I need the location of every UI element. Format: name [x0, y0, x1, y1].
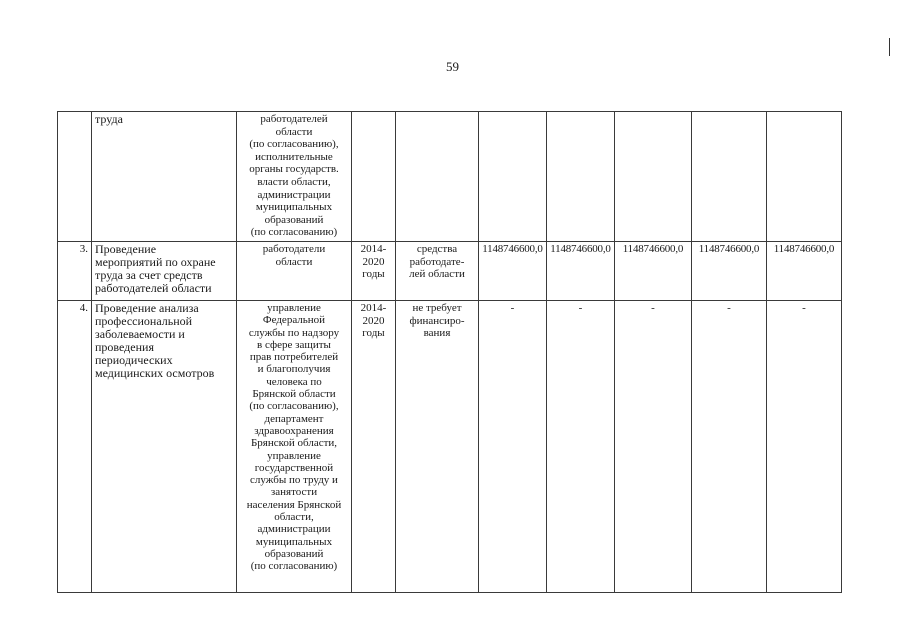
- activity-name: труда: [92, 112, 237, 242]
- plan-table: [57, 111, 842, 593]
- amount-cell: [692, 112, 767, 242]
- amount-cell: -: [767, 301, 842, 593]
- funding-source: не требует финансиро- вания: [396, 301, 479, 593]
- table-row: [58, 242, 842, 301]
- amount-cell: [547, 112, 615, 242]
- row-number: 4.: [58, 301, 92, 593]
- amount-cell: [479, 112, 547, 242]
- amount-cell: [767, 112, 842, 242]
- amount-cell: -: [615, 301, 692, 593]
- row-number: 3.: [58, 242, 92, 301]
- amount-cell: 1148746600,0: [767, 242, 842, 301]
- amount-cell: -: [479, 301, 547, 593]
- amount-cell: 1148746600,0: [615, 242, 692, 301]
- funding-source: средства работодате- лей области: [396, 242, 479, 301]
- amount-cell: -: [547, 301, 615, 593]
- period: [352, 112, 396, 242]
- executor: работодателей области (по согласованию), исполнительные органы государств. власти области, администрации муниципальных образований (по согласованию): [237, 112, 352, 242]
- activity-name: Проведение мероприятий по охране труда за счет средств работодателей области: [92, 242, 237, 301]
- funding-source: [396, 112, 479, 242]
- row-number: [58, 112, 92, 242]
- amount-cell: 1148746600,0: [692, 242, 767, 301]
- scan-edge-mark: [889, 38, 890, 56]
- executor: работодатели области: [237, 242, 352, 301]
- amount-cell: [615, 112, 692, 242]
- executor: управление Федеральной службы по надзору в сфере защиты прав потребителей и благополучия человека по Брянской области (по согласованию), департамент здравоохранения Брянской области, управление государственной службы по труду и занятости населения Брянской области, администрации муниципальных образований (по согласованию): [237, 301, 352, 593]
- page-number: 59: [446, 59, 459, 74]
- activity-name: Проведение анализа профессиональной заболеваемости и проведения периодических медицинских осмотров: [92, 301, 237, 593]
- period: 2014- 2020 годы: [352, 301, 396, 593]
- amount-cell: -: [692, 301, 767, 593]
- table-row: [58, 112, 842, 242]
- period: 2014- 2020 годы: [352, 242, 396, 301]
- amount-cell: 1148746600,0: [547, 242, 615, 301]
- amount-cell: 1148746600,0: [479, 242, 547, 301]
- table-row: [58, 301, 842, 593]
